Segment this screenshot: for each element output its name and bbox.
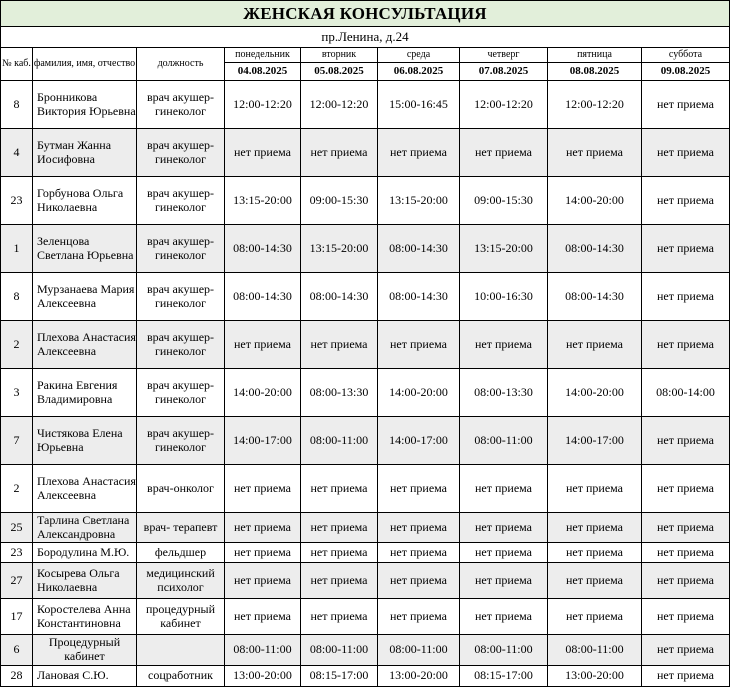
schedule-cell: 10:00-16:30 (460, 273, 548, 321)
schedule-cell: 14:00-20:00 (548, 369, 642, 417)
schedule-cell: нет приема (642, 635, 730, 666)
position-cell (137, 635, 225, 666)
position-cell: врач акушер-гинеколог (137, 369, 225, 417)
position-cell: врач акушер-гинеколог (137, 225, 225, 273)
schedule-cell: нет приема (642, 225, 730, 273)
position-cell: врач акушер-гинеколог (137, 321, 225, 369)
schedule-cell: нет приема (378, 129, 460, 177)
schedule-cell: 08:00-11:00 (460, 635, 548, 666)
schedule-cell: нет приема (225, 129, 301, 177)
schedule-cell: 08:15-17:00 (301, 666, 378, 687)
table-row (1, 666, 730, 687)
table-row (1, 563, 730, 599)
schedule-cell: нет приема (642, 321, 730, 369)
position-cell: врач акушер-гинеколог (137, 81, 225, 129)
schedule-cell: 08:00-14:30 (378, 273, 460, 321)
schedule-cell: нет приема (460, 543, 548, 563)
schedule-cell: 08:00-13:30 (301, 369, 378, 417)
schedule-cell: 13:15-20:00 (460, 225, 548, 273)
schedule-cell: 08:00-14:30 (225, 225, 301, 273)
schedule-cell: нет приема (548, 513, 642, 543)
schedule-cell: нет приема (642, 129, 730, 177)
schedule-cell: нет приема (548, 563, 642, 599)
schedule-cell: 13:15-20:00 (301, 225, 378, 273)
table-row (1, 81, 730, 129)
position-cell: врач акушер-гинеколог (137, 129, 225, 177)
schedule-cell: нет приема (460, 513, 548, 543)
header-date: 05.08.2025 (301, 63, 378, 81)
schedule-cell: нет приема (548, 321, 642, 369)
schedule-cell: нет приема (378, 321, 460, 369)
name-cell: Бородулина М.Ю. (33, 543, 137, 563)
schedule-cell: 14:00-17:00 (225, 417, 301, 465)
table-row (1, 273, 730, 321)
schedule-cell: нет приема (642, 81, 730, 129)
schedule-cell: нет приема (301, 513, 378, 543)
header-date: 04.08.2025 (225, 63, 301, 81)
schedule-cell: нет приема (225, 599, 301, 635)
schedule-cell: 13:15-20:00 (225, 177, 301, 225)
schedule-cell: нет приема (378, 543, 460, 563)
room-cell: 2 (1, 465, 33, 513)
name-cell: Бронникова Виктория Юрьевна (33, 81, 137, 129)
name-cell: Лановая С.Ю. (33, 666, 137, 687)
table-row (1, 417, 730, 465)
position-cell: медицинский психолог (137, 563, 225, 599)
schedule-cell: нет приема (642, 513, 730, 543)
room-cell: 2 (1, 321, 33, 369)
room-cell: 7 (1, 417, 33, 465)
schedule-cell: нет приема (460, 465, 548, 513)
schedule-cell: нет приема (642, 543, 730, 563)
schedule-cell: нет приема (642, 465, 730, 513)
name-cell: Горбунова Ольга Николаевна (33, 177, 137, 225)
schedule-cell: 12:00-12:20 (225, 81, 301, 129)
schedule-cell: 14:00-20:00 (548, 177, 642, 225)
schedule-cell: 13:15-20:00 (378, 177, 460, 225)
schedule-cell: нет приема (642, 599, 730, 635)
schedule-cell: 13:00-20:00 (378, 666, 460, 687)
room-cell: 23 (1, 543, 33, 563)
schedule-cell: 09:00-15:30 (301, 177, 378, 225)
header-day: суббота (642, 48, 730, 63)
schedule-cell: нет приема (642, 177, 730, 225)
position-cell: врач акушер-гинеколог (137, 417, 225, 465)
table-row (1, 513, 730, 543)
name-cell: Чистякова Елена Юрьевна (33, 417, 137, 465)
schedule-cell: нет приема (301, 129, 378, 177)
header-day: среда (378, 48, 460, 63)
table-row (1, 543, 730, 563)
schedule-cell: нет приема (225, 321, 301, 369)
table-row (1, 321, 730, 369)
position-cell: фельдшер (137, 543, 225, 563)
schedule-cell: нет приема (642, 417, 730, 465)
room-cell: 28 (1, 666, 33, 687)
name-cell: Ракина Евгения Владимировна (33, 369, 137, 417)
schedule-cell: 14:00-20:00 (225, 369, 301, 417)
schedule-cell: 15:00-16:45 (378, 81, 460, 129)
schedule-cell: 08:00-14:30 (548, 273, 642, 321)
table-row (1, 369, 730, 417)
table-row (1, 465, 730, 513)
schedule-cell: 08:15-17:00 (460, 666, 548, 687)
schedule-cell: 08:00-11:00 (548, 635, 642, 666)
schedule-cell: 12:00-12:20 (460, 81, 548, 129)
schedule-cell: нет приема (301, 465, 378, 513)
room-cell: 8 (1, 81, 33, 129)
room-cell: 4 (1, 129, 33, 177)
position-cell: врач акушер-гинеколог (137, 177, 225, 225)
table-row (1, 129, 730, 177)
schedule-cell: 08:00-14:00 (642, 369, 730, 417)
name-cell: Процедурный кабинет (33, 635, 137, 666)
room-cell: 27 (1, 563, 33, 599)
room-cell: 23 (1, 177, 33, 225)
schedule-cell: 08:00-14:30 (548, 225, 642, 273)
schedule-cell: 08:00-14:30 (225, 273, 301, 321)
room-cell: 17 (1, 599, 33, 635)
position-cell: врач-онколог (137, 465, 225, 513)
schedule-cell: нет приема (460, 563, 548, 599)
position-cell: врач акушер-гинеколог (137, 273, 225, 321)
header-day: вторник (301, 48, 378, 63)
header-row-days (1, 48, 730, 63)
header-room: № каб. (1, 48, 33, 81)
schedule-cell: 14:00-17:00 (378, 417, 460, 465)
table-row (1, 177, 730, 225)
room-cell: 25 (1, 513, 33, 543)
header-date: 07.08.2025 (460, 63, 548, 81)
header-date: 08.08.2025 (548, 63, 642, 81)
header-date: 06.08.2025 (378, 63, 460, 81)
header-day: пятница (548, 48, 642, 63)
name-cell: Мурзанаева Мария Алексеевна (33, 273, 137, 321)
schedule-cell: нет приема (642, 666, 730, 687)
schedule-cell: нет приема (301, 321, 378, 369)
schedule-cell: нет приема (225, 563, 301, 599)
header-day: понедельник (225, 48, 301, 63)
schedule-cell: нет приема (548, 543, 642, 563)
schedule-cell: нет приема (460, 321, 548, 369)
room-cell: 8 (1, 273, 33, 321)
schedule-cell: 12:00-12:20 (548, 81, 642, 129)
schedule-cell: нет приема (642, 563, 730, 599)
schedule-cell: нет приема (225, 465, 301, 513)
schedule-cell: 13:00-20:00 (548, 666, 642, 687)
name-cell: Зеленцова Светлана Юрьевна (33, 225, 137, 273)
schedule-cell: нет приема (301, 599, 378, 635)
header-date: 09.08.2025 (642, 63, 730, 81)
schedule-cell: 08:00-11:00 (225, 635, 301, 666)
schedule-cell: 09:00-15:30 (460, 177, 548, 225)
page-title: ЖЕНСКАЯ КОНСУЛЬТАЦИЯ (1, 1, 730, 27)
name-cell: Коростелева Анна Константиновна (33, 599, 137, 635)
schedule-cell: нет приема (225, 513, 301, 543)
schedule-cell: нет приема (225, 543, 301, 563)
position-cell: врач- терапевт (137, 513, 225, 543)
position-cell: соцработник (137, 666, 225, 687)
schedule-cell: нет приема (378, 563, 460, 599)
schedule-cell: нет приема (460, 129, 548, 177)
room-cell: 3 (1, 369, 33, 417)
name-cell: Тарлина Светлана Александровна (33, 513, 137, 543)
header-position: должность (137, 48, 225, 81)
table-row (1, 599, 730, 635)
schedule-cell: нет приема (301, 543, 378, 563)
schedule-cell: 13:00-20:00 (225, 666, 301, 687)
table-row (1, 225, 730, 273)
schedule-cell: нет приема (378, 465, 460, 513)
name-cell: Косырева Ольга Николаевна (33, 563, 137, 599)
table-row (1, 635, 730, 666)
schedule-cell: нет приема (378, 599, 460, 635)
schedule-cell: нет приема (548, 129, 642, 177)
name-cell: Бутман Жанна Иосифовна (33, 129, 137, 177)
table-body (1, 81, 730, 687)
schedule-cell: 08:00-11:00 (301, 635, 378, 666)
schedule-cell: 08:00-11:00 (378, 635, 460, 666)
room-cell: 1 (1, 225, 33, 273)
schedule-cell: нет приема (642, 273, 730, 321)
schedule-cell: 08:00-11:00 (460, 417, 548, 465)
schedule-cell: нет приема (460, 599, 548, 635)
schedule-cell: 08:00-14:30 (301, 273, 378, 321)
schedule-cell: нет приема (548, 465, 642, 513)
header-name: фамилия, имя, отчество (33, 48, 137, 81)
name-cell: Плехова Анастасия Алексеевна (33, 321, 137, 369)
room-cell: 6 (1, 635, 33, 666)
header-day: четверг (460, 48, 548, 63)
schedule-cell: нет приема (301, 563, 378, 599)
name-cell: Плехова Анастасия Алексеевна (33, 465, 137, 513)
schedule-cell: 14:00-20:00 (378, 369, 460, 417)
position-cell: процедурный кабинет (137, 599, 225, 635)
schedule-cell: 08:00-11:00 (301, 417, 378, 465)
schedule-cell: 08:00-13:30 (460, 369, 548, 417)
schedule-cell: 12:00-12:20 (301, 81, 378, 129)
schedule-cell: нет приема (548, 599, 642, 635)
schedule-cell: 08:00-14:30 (378, 225, 460, 273)
schedule-cell: 14:00-17:00 (548, 417, 642, 465)
schedule-cell: нет приема (378, 513, 460, 543)
address: пр.Ленина, д.24 (1, 27, 730, 48)
